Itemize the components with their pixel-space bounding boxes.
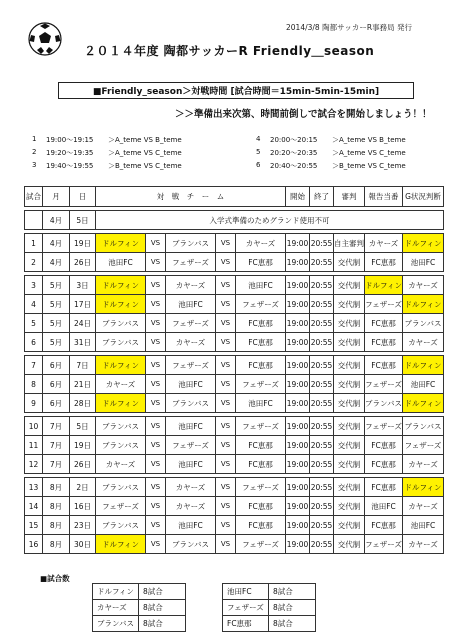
vs-label: VS <box>216 497 236 516</box>
match-month: 7月 <box>43 436 70 455</box>
header-reporter: 報告当番 <box>365 187 403 207</box>
vs-label: VS <box>146 516 166 535</box>
match-month: 5月 <box>43 295 70 314</box>
vs-label: VS <box>216 295 236 314</box>
match-month: 6月 <box>43 356 70 375</box>
match-day: 19日 <box>70 436 96 455</box>
match-month: 5月 <box>43 314 70 333</box>
team-3: フェザーズ <box>236 417 286 436</box>
schedule-header-row <box>25 187 444 207</box>
match-day: 16日 <box>70 497 96 516</box>
start-time: 19:00 <box>286 295 310 314</box>
end-time: 20:55 <box>310 455 334 474</box>
team-1: ドルフィン <box>96 234 146 253</box>
game-number: 16 <box>25 535 43 554</box>
match-month: 5月 <box>43 276 70 295</box>
referee: 交代制 <box>334 314 365 333</box>
match-day: 28日 <box>70 394 96 413</box>
start-time: 19:00 <box>286 375 310 394</box>
match-day: 2日 <box>70 478 96 497</box>
referee: 交代制 <box>334 375 365 394</box>
team-1: 池田FC <box>96 253 146 272</box>
schedule-row <box>25 478 444 497</box>
game-number: 4 <box>25 295 43 314</box>
end-time: 20:55 <box>310 417 334 436</box>
soccer-ball-icon <box>28 22 62 56</box>
end-time: 20:55 <box>310 516 334 535</box>
time-slot-number: 2 <box>32 148 37 156</box>
match-month: 7月 <box>43 455 70 474</box>
referee: 交代制 <box>334 417 365 436</box>
team-1: ドルフィン <box>96 295 146 314</box>
team-3: 池田FC <box>236 276 286 295</box>
vs-label: VS <box>216 314 236 333</box>
time-slot-time: 20:00～20:15 <box>270 136 318 144</box>
end-time: 20:55 <box>310 295 334 314</box>
referee: 交代制 <box>334 394 365 413</box>
count-team: ブランバス <box>93 616 139 632</box>
vs-label: VS <box>216 375 236 394</box>
match-month: 8月 <box>43 497 70 516</box>
no-game-note: 入学式準備のためグランド使用不可 <box>96 211 444 230</box>
ground-judge: カヤーズ <box>403 455 444 474</box>
vs-label: VS <box>146 253 166 272</box>
game-number: 7 <box>25 356 43 375</box>
header-game: 試合 <box>25 187 43 207</box>
schedule-row <box>25 253 444 272</box>
team-2: フェザーズ <box>166 356 216 375</box>
match-day: 21日 <box>70 375 96 394</box>
vs-label: VS <box>146 314 166 333</box>
game-number: 8 <box>25 375 43 394</box>
time-slot-match: ＞A_teme VS C_teme <box>108 149 182 157</box>
reporter: FC恵那 <box>365 455 403 474</box>
count-games: 8試合 <box>139 600 186 616</box>
referee: 交代制 <box>334 455 365 474</box>
match-day: 30日 <box>70 535 96 554</box>
header-day: 日 <box>70 187 96 207</box>
reporter: FC恵那 <box>365 253 403 272</box>
vs-label: VS <box>146 234 166 253</box>
team-1: カヤーズ <box>96 455 146 474</box>
vs-label: VS <box>146 497 166 516</box>
end-time: 20:55 <box>310 234 334 253</box>
start-time: 19:00 <box>286 535 310 554</box>
start-time: 19:00 <box>286 516 310 535</box>
ground-judge: ドルフィン <box>403 478 444 497</box>
team-2: ブランバス <box>166 535 216 554</box>
match-month: 8月 <box>43 516 70 535</box>
team-2: カヤーズ <box>166 497 216 516</box>
referee: 交代制 <box>334 436 365 455</box>
match-month: 7月 <box>43 417 70 436</box>
ground-judge: カヤーズ <box>403 333 444 352</box>
team-2: 池田FC <box>166 295 216 314</box>
end-time: 20:55 <box>310 497 334 516</box>
team-1: ブランバス <box>96 314 146 333</box>
vs-label: VS <box>146 436 166 455</box>
match-day: 3日 <box>70 276 96 295</box>
page-title: ２０１４年度 陶都サッカーR Friendly＿season <box>84 44 375 58</box>
team-1: ブランバス <box>96 478 146 497</box>
reporter: FC恵那 <box>365 356 403 375</box>
game-count-row <box>93 616 316 632</box>
referee: 交代制 <box>334 516 365 535</box>
ground-judge: ブランバス <box>403 314 444 333</box>
start-time: 19:00 <box>286 455 310 474</box>
schedule-row <box>25 535 444 554</box>
team-2: ブランバス <box>166 234 216 253</box>
end-time: 20:55 <box>310 333 334 352</box>
header-start: 開始 <box>286 187 310 207</box>
start-early-notice: ＞＞準備出来次第、時間前倒しで試合を開始しましょう！！ <box>175 109 432 120</box>
team-3: FC恵那 <box>236 253 286 272</box>
match-day: 24日 <box>70 314 96 333</box>
end-time: 20:55 <box>310 375 334 394</box>
team-2: 池田FC <box>166 375 216 394</box>
game-count-title: ■試合数 <box>40 574 70 583</box>
game-number: 5 <box>25 314 43 333</box>
reporter: FC恵那 <box>365 436 403 455</box>
time-slot <box>256 161 406 171</box>
ground-judge: ドルフィン <box>403 295 444 314</box>
schedule-table <box>24 186 444 554</box>
vs-label: VS <box>216 417 236 436</box>
match-day: 7日 <box>70 356 96 375</box>
team-1: ドルフィン <box>96 276 146 295</box>
no-game-row <box>25 211 444 230</box>
team-3: FC恵那 <box>236 455 286 474</box>
time-slot-number: 1 <box>32 135 37 143</box>
count-games: 8試合 <box>139 584 186 600</box>
team-3: FC恵那 <box>236 516 286 535</box>
game-number: 3 <box>25 276 43 295</box>
team-1: ドルフィン <box>96 394 146 413</box>
header-judge: G状況判断 <box>403 187 444 207</box>
end-time: 20:55 <box>310 436 334 455</box>
match-day: 26日 <box>70 253 96 272</box>
team-2: 池田FC <box>166 417 216 436</box>
vs-label: VS <box>146 276 166 295</box>
vs-label: VS <box>146 455 166 474</box>
team-1: ブランバス <box>96 436 146 455</box>
vs-label: VS <box>216 535 236 554</box>
team-1: フェザーズ <box>96 497 146 516</box>
game-number: 1 <box>25 234 43 253</box>
team-3: フェザーズ <box>236 478 286 497</box>
time-slot-time: 19:20～19:35 <box>46 149 94 157</box>
count-team: カヤーズ <box>93 600 139 616</box>
count-games: 8試合 <box>139 616 186 632</box>
team-3: FC恵那 <box>236 436 286 455</box>
game-number: 11 <box>25 436 43 455</box>
schedule-row <box>25 295 444 314</box>
start-time: 19:00 <box>286 417 310 436</box>
time-slot <box>32 148 182 158</box>
team-3: 池田FC <box>236 394 286 413</box>
reporter: フェザーズ <box>365 295 403 314</box>
time-slot <box>256 148 406 158</box>
game-count-row <box>93 584 316 600</box>
count-team: ドルフィン <box>93 584 139 600</box>
match-day: 19日 <box>70 234 96 253</box>
team-1: ブランバス <box>96 333 146 352</box>
game-number: 14 <box>25 497 43 516</box>
time-slot-time: 20:40～20:55 <box>270 162 318 170</box>
match-month: 8月 <box>43 535 70 554</box>
end-time: 20:55 <box>310 478 334 497</box>
time-slot-time: 19:40～19:55 <box>46 162 94 170</box>
game-number: 13 <box>25 478 43 497</box>
start-time: 19:00 <box>286 497 310 516</box>
match-month: 4月 <box>43 234 70 253</box>
vs-label: VS <box>216 253 236 272</box>
match-month: 6月 <box>43 375 70 394</box>
time-slot-match: ＞A_teme VS B_teme <box>332 136 406 144</box>
referee: 交代制 <box>334 497 365 516</box>
vs-label: VS <box>146 375 166 394</box>
vs-label: VS <box>146 417 166 436</box>
reporter: FC恵那 <box>365 478 403 497</box>
ground-judge: カヤーズ <box>403 535 444 554</box>
publish-info: 2014/3/8 陶都サッカーR事務局 発行 <box>286 23 413 32</box>
vs-label: VS <box>216 276 236 295</box>
ground-judge: フェザーズ <box>403 436 444 455</box>
game-number: 10 <box>25 417 43 436</box>
match-day: 5日 <box>70 417 96 436</box>
ground-judge: 池田FC <box>403 253 444 272</box>
game-number: 15 <box>25 516 43 535</box>
header-match: 対 戦 チ ー ム <box>96 187 286 207</box>
referee: 交代制 <box>334 333 365 352</box>
reporter: FC恵那 <box>365 333 403 352</box>
team-1: ブランバス <box>96 516 146 535</box>
start-time: 19:00 <box>286 436 310 455</box>
match-month: 4月 <box>43 253 70 272</box>
vs-label: VS <box>146 356 166 375</box>
vs-label: VS <box>216 333 236 352</box>
game-number: 12 <box>25 455 43 474</box>
time-slot-match: ＞B_teme VS C_teme <box>332 162 406 170</box>
vs-label: VS <box>146 535 166 554</box>
ground-judge: 池田FC <box>403 516 444 535</box>
match-day: 26日 <box>70 455 96 474</box>
schedule-row <box>25 497 444 516</box>
referee: 自主審判 <box>334 234 365 253</box>
time-slot-time: 19:00～19:15 <box>46 136 94 144</box>
time-slot-number: 5 <box>256 148 261 156</box>
reporter: フェザーズ <box>365 375 403 394</box>
vs-label: VS <box>216 516 236 535</box>
time-slot-time: 20:20～20:35 <box>270 149 318 157</box>
count-team: FC恵那 <box>223 616 269 632</box>
referee: 交代制 <box>334 276 365 295</box>
team-3: FC恵那 <box>236 333 286 352</box>
team-1: カヤーズ <box>96 375 146 394</box>
header-end: 終了 <box>310 187 334 207</box>
match-timing-text: ■Friendly_season＞対戦時間 [試合時間＝15min-5min-15min] <box>92 87 380 97</box>
reporter: ドルフィン <box>365 276 403 295</box>
ground-judge: カヤーズ <box>403 497 444 516</box>
header-referee: 審判 <box>334 187 365 207</box>
game-count-table <box>92 583 316 632</box>
match-day: 31日 <box>70 333 96 352</box>
schedule-row <box>25 314 444 333</box>
match-month: 5月 <box>43 333 70 352</box>
end-time: 20:55 <box>310 535 334 554</box>
team-3: FC恵那 <box>236 314 286 333</box>
end-time: 20:55 <box>310 394 334 413</box>
time-slot-match: ＞A_teme VS C_teme <box>332 149 406 157</box>
start-time: 19:00 <box>286 276 310 295</box>
reporter: 池田FC <box>365 497 403 516</box>
vs-label: VS <box>216 356 236 375</box>
team-2: カヤーズ <box>166 333 216 352</box>
team-1: ドルフィン <box>96 356 146 375</box>
reporter: カヤーズ <box>365 234 403 253</box>
start-time: 19:00 <box>286 394 310 413</box>
match-month: 6月 <box>43 394 70 413</box>
header-month: 月 <box>43 187 70 207</box>
game-number: 6 <box>25 333 43 352</box>
end-time: 20:55 <box>310 356 334 375</box>
start-time: 19:00 <box>286 356 310 375</box>
note-day: 5日 <box>70 211 96 230</box>
count-games: 8試合 <box>269 616 316 632</box>
vs-label: VS <box>216 478 236 497</box>
time-slot-match: ＞B_teme VS C_teme <box>108 162 182 170</box>
vs-label: VS <box>216 234 236 253</box>
time-slot-number: 4 <box>256 135 261 143</box>
team-2: ブランバス <box>166 394 216 413</box>
match-day: 23日 <box>70 516 96 535</box>
referee: 交代制 <box>334 253 365 272</box>
schedule-row <box>25 436 444 455</box>
end-time: 20:55 <box>310 253 334 272</box>
ground-judge: ドルフィン <box>403 356 444 375</box>
match-day: 17日 <box>70 295 96 314</box>
team-1: ドルフィン <box>96 535 146 554</box>
vs-label: VS <box>146 478 166 497</box>
start-time: 19:00 <box>286 478 310 497</box>
game-number: 9 <box>25 394 43 413</box>
schedule-row <box>25 417 444 436</box>
schedule-row <box>25 394 444 413</box>
ground-judge: ドルフィン <box>403 394 444 413</box>
team-2: フェザーズ <box>166 436 216 455</box>
team-3: FC恵那 <box>236 356 286 375</box>
team-2: カヤーズ <box>166 276 216 295</box>
ground-judge: ブランバス <box>403 417 444 436</box>
schedule-row <box>25 356 444 375</box>
game-number: 2 <box>25 253 43 272</box>
start-time: 19:00 <box>286 333 310 352</box>
vs-label: VS <box>146 333 166 352</box>
start-time: 19:00 <box>286 234 310 253</box>
referee: 交代制 <box>334 356 365 375</box>
match-timing-box <box>58 82 414 99</box>
end-time: 20:55 <box>310 276 334 295</box>
count-games: 8試合 <box>269 600 316 616</box>
count-team: 池田FC <box>223 584 269 600</box>
team-2: カヤーズ <box>166 478 216 497</box>
end-time: 20:55 <box>310 314 334 333</box>
schedule-row <box>25 333 444 352</box>
vs-label: VS <box>216 394 236 413</box>
schedule-row <box>25 455 444 474</box>
reporter: フェザーズ <box>365 417 403 436</box>
reporter: フェザーズ <box>365 535 403 554</box>
team-3: フェザーズ <box>236 535 286 554</box>
team-3: カヤーズ <box>236 234 286 253</box>
referee: 交代制 <box>334 535 365 554</box>
schedule-row <box>25 375 444 394</box>
time-slot-number: 3 <box>32 161 37 169</box>
vs-label: VS <box>216 436 236 455</box>
vs-label: VS <box>146 394 166 413</box>
ground-judge: ドルフィン <box>403 234 444 253</box>
ground-judge: 池田FC <box>403 375 444 394</box>
referee: 交代制 <box>334 295 365 314</box>
start-time: 19:00 <box>286 314 310 333</box>
team-3: フェザーズ <box>236 295 286 314</box>
reporter: FC恵那 <box>365 314 403 333</box>
time-slot <box>32 161 182 171</box>
schedule-row <box>25 276 444 295</box>
time-slot <box>32 135 182 145</box>
team-2: フェザーズ <box>166 314 216 333</box>
team-2: フェザーズ <box>166 253 216 272</box>
reporter: FC恵那 <box>365 516 403 535</box>
team-1: ブランバス <box>96 417 146 436</box>
count-games: 8試合 <box>269 584 316 600</box>
team-2: 池田FC <box>166 455 216 474</box>
schedule-row <box>25 516 444 535</box>
schedule-row <box>25 234 444 253</box>
time-slot-number: 6 <box>256 161 261 169</box>
reporter: ブランバス <box>365 394 403 413</box>
match-month: 8月 <box>43 478 70 497</box>
team-3: フェザーズ <box>236 375 286 394</box>
referee: 交代制 <box>334 478 365 497</box>
vs-label: VS <box>216 455 236 474</box>
vs-label: VS <box>146 295 166 314</box>
start-time: 19:00 <box>286 253 310 272</box>
time-slot-match: ＞A_teme VS B_teme <box>108 136 182 144</box>
ground-judge: カヤーズ <box>403 276 444 295</box>
team-3: FC恵那 <box>236 497 286 516</box>
game-count-row <box>93 600 316 616</box>
count-team: フェザーズ <box>223 600 269 616</box>
time-slot <box>256 135 406 145</box>
team-2: 池田FC <box>166 516 216 535</box>
note-month: 4月 <box>43 211 70 230</box>
